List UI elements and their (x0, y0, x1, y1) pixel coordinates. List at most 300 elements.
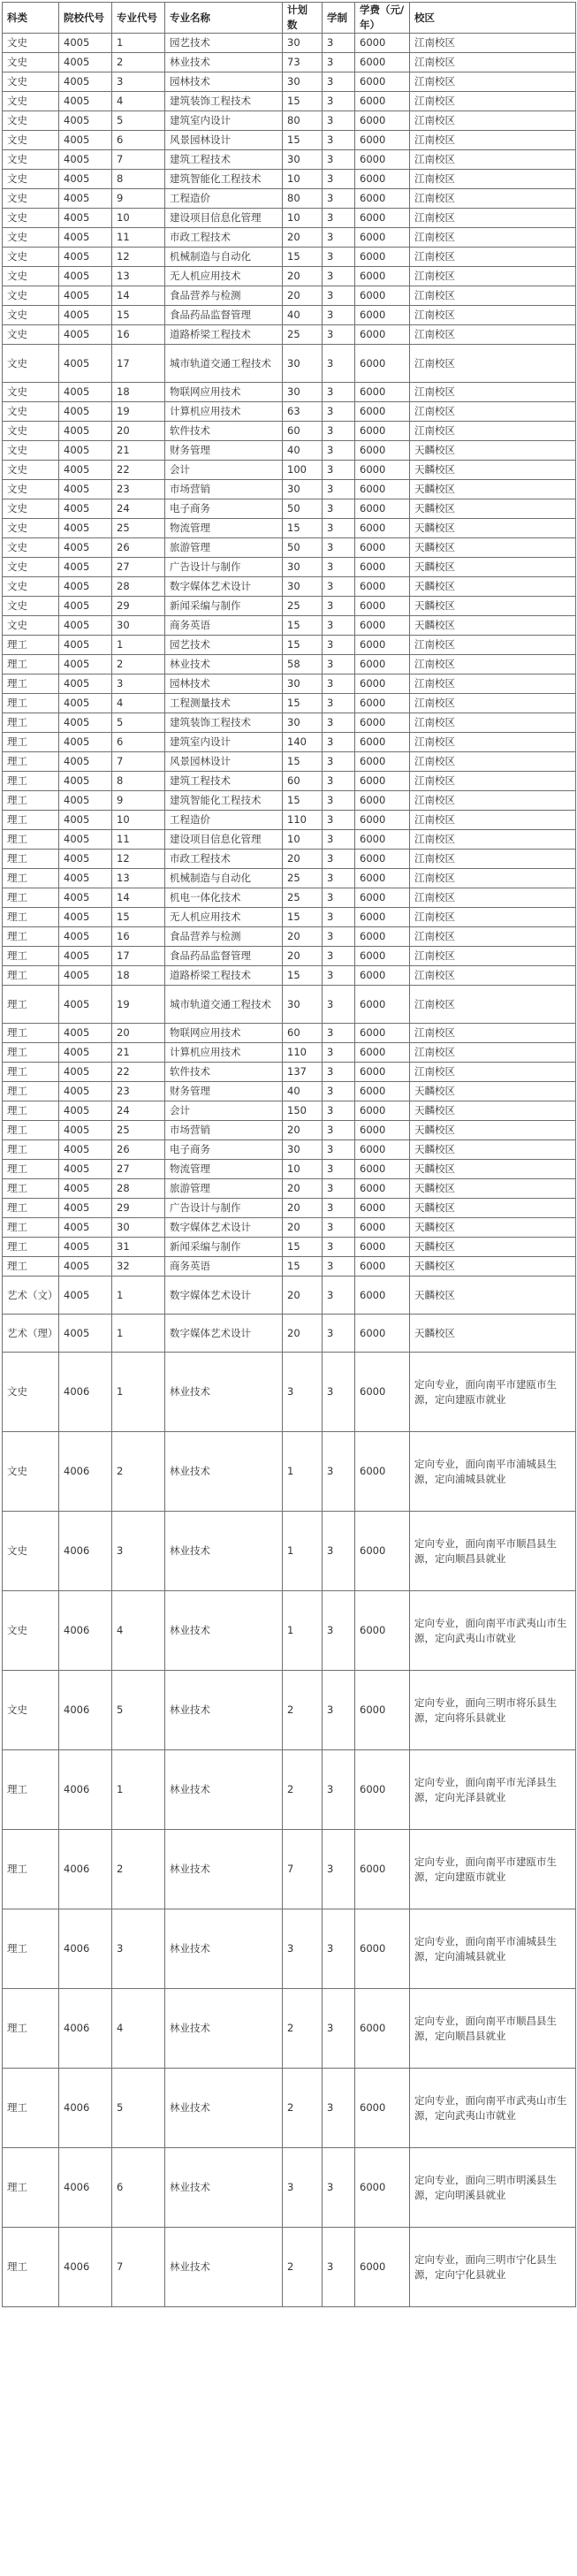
cell-tuition: 6000 (355, 947, 410, 966)
cell-duration: 3 (323, 694, 355, 713)
table-row (3, 150, 576, 170)
cell-duration: 3 (323, 111, 355, 131)
cell-campus: 江南校区 (410, 733, 576, 752)
cell-plan-count: 20 (283, 1199, 323, 1218)
cell-campus: 江南校区 (410, 131, 576, 150)
cell-plan-count: 30 (283, 383, 323, 402)
cell-school-code: 4005 (59, 248, 112, 267)
cell-duration: 3 (323, 422, 355, 441)
table-row (3, 1671, 576, 1750)
cell-major-code: 23 (112, 480, 165, 499)
cell-tuition: 6000 (355, 248, 410, 267)
cell-major-code: 11 (112, 830, 165, 850)
cell-tuition: 6000 (355, 2148, 410, 2228)
table-row (3, 811, 576, 830)
cell-category: 文史 (3, 131, 59, 150)
cell-campus: 天麟校区 (410, 1101, 576, 1121)
cell-plan-count: 2 (283, 2228, 323, 2307)
cell-plan-count: 20 (283, 1218, 323, 1238)
cell-major-code: 4 (112, 694, 165, 713)
table-row (3, 267, 576, 286)
cell-campus: 定向专业，面向南平市顺昌县生源，定向顺昌县就业 (410, 1512, 576, 1591)
cell-tuition: 6000 (355, 694, 410, 713)
cell-duration: 3 (323, 72, 355, 92)
cell-duration: 3 (323, 1277, 355, 1315)
cell-tuition: 6000 (355, 286, 410, 306)
cell-tuition: 6000 (355, 189, 410, 209)
cell-duration: 3 (323, 499, 355, 519)
cell-duration: 3 (323, 538, 355, 558)
cell-tuition: 6000 (355, 791, 410, 811)
cell-duration: 3 (323, 345, 355, 383)
table-row (3, 480, 576, 499)
cell-major-code: 12 (112, 248, 165, 267)
cell-major-name: 数字媒体艺术设计 (165, 1315, 283, 1353)
cell-major-name: 风景园林设计 (165, 752, 283, 772)
cell-major-name: 工程造价 (165, 189, 283, 209)
cell-major-code: 19 (112, 986, 165, 1024)
cell-major-code: 20 (112, 422, 165, 441)
cell-duration: 3 (323, 2069, 355, 2148)
cell-category: 理工 (3, 1160, 59, 1179)
cell-duration: 3 (323, 402, 355, 422)
table-row (3, 772, 576, 791)
cell-plan-count: 20 (283, 1179, 323, 1199)
cell-campus: 天麟校区 (410, 1140, 576, 1160)
cell-school-code: 4005 (59, 850, 112, 869)
cell-campus: 天麟校区 (410, 616, 576, 636)
cell-major-code: 25 (112, 519, 165, 538)
cell-category: 文史 (3, 111, 59, 131)
cell-category: 理工 (3, 1909, 59, 1989)
cell-school-code: 4006 (59, 1989, 112, 2069)
cell-tuition: 6000 (355, 92, 410, 111)
cell-duration: 3 (323, 325, 355, 345)
table-row (3, 325, 576, 345)
cell-duration: 3 (323, 577, 355, 597)
cell-campus: 江南校区 (410, 888, 576, 908)
cell-tuition: 6000 (355, 441, 410, 461)
cell-major-name: 林业技术 (165, 1432, 283, 1512)
cell-major-code: 4 (112, 92, 165, 111)
cell-duration: 3 (323, 170, 355, 189)
cell-campus: 江南校区 (410, 869, 576, 888)
cell-school-code: 4006 (59, 1909, 112, 1989)
cell-plan-count: 50 (283, 538, 323, 558)
cell-plan-count: 60 (283, 422, 323, 441)
cell-school-code: 4006 (59, 1591, 112, 1671)
cell-major-code: 3 (112, 1909, 165, 1989)
cell-school-code: 4005 (59, 325, 112, 345)
cell-school-code: 4005 (59, 655, 112, 674)
cell-tuition: 6000 (355, 131, 410, 150)
cell-major-name: 林业技术 (165, 53, 283, 72)
cell-duration: 3 (323, 228, 355, 248)
cell-school-code: 4005 (59, 170, 112, 189)
cell-category: 文史 (3, 170, 59, 189)
cell-plan-count: 25 (283, 869, 323, 888)
cell-major-name: 园艺技术 (165, 636, 283, 655)
cell-plan-count: 10 (283, 170, 323, 189)
cell-category: 文史 (3, 422, 59, 441)
cell-school-code: 4005 (59, 888, 112, 908)
cell-tuition: 6000 (355, 927, 410, 947)
table-row (3, 209, 576, 228)
cell-major-name: 新闻采编与制作 (165, 597, 283, 616)
cell-major-name: 林业技术 (165, 1830, 283, 1909)
cell-campus: 天麟校区 (410, 1160, 576, 1179)
table-row (3, 131, 576, 150)
cell-major-name: 新闻采编与制作 (165, 1238, 283, 1257)
cell-plan-count: 30 (283, 480, 323, 499)
cell-tuition: 6000 (355, 577, 410, 597)
cell-tuition: 6000 (355, 1671, 410, 1750)
cell-tuition: 6000 (355, 1063, 410, 1082)
cell-plan-count: 1 (283, 1432, 323, 1512)
cell-major-code: 30 (112, 1218, 165, 1238)
cell-school-code: 4005 (59, 1043, 112, 1063)
table-row (3, 947, 576, 966)
cell-major-name: 市场营销 (165, 1121, 283, 1140)
table-row (3, 538, 576, 558)
cell-duration: 3 (323, 1909, 355, 1989)
cell-major-name: 风景园林设计 (165, 131, 283, 150)
cell-duration: 3 (323, 908, 355, 927)
cell-major-code: 25 (112, 1121, 165, 1140)
cell-major-name: 城市轨道交通工程技术 (165, 345, 283, 383)
cell-school-code: 4005 (59, 694, 112, 713)
cell-major-code: 19 (112, 402, 165, 422)
cell-major-name: 建筑智能化工程技术 (165, 170, 283, 189)
cell-major-code: 23 (112, 1082, 165, 1101)
cell-major-code: 10 (112, 209, 165, 228)
cell-category: 理工 (3, 1179, 59, 1199)
cell-major-code: 8 (112, 170, 165, 189)
cell-school-code: 4005 (59, 538, 112, 558)
cell-school-code: 4005 (59, 1140, 112, 1160)
cell-school-code: 4005 (59, 189, 112, 209)
cell-school-code: 4005 (59, 1277, 112, 1315)
cell-tuition: 6000 (355, 383, 410, 402)
cell-major-code: 10 (112, 811, 165, 830)
cell-major-code: 4 (112, 1591, 165, 1671)
cell-school-code: 4005 (59, 53, 112, 72)
cell-duration: 3 (323, 1121, 355, 1140)
cell-school-code: 4005 (59, 1101, 112, 1121)
cell-major-code: 17 (112, 345, 165, 383)
cell-major-name: 广告设计与制作 (165, 558, 283, 577)
cell-school-code: 4005 (59, 480, 112, 499)
cell-major-code: 5 (112, 1671, 165, 1750)
cell-major-code: 14 (112, 888, 165, 908)
table-row (3, 345, 576, 383)
cell-major-code: 2 (112, 1432, 165, 1512)
cell-tuition: 6000 (355, 1140, 410, 1160)
cell-major-name: 物流管理 (165, 1160, 283, 1179)
table-row (3, 1024, 576, 1043)
cell-tuition: 6000 (355, 1591, 410, 1671)
cell-major-code: 11 (112, 228, 165, 248)
cell-duration: 3 (323, 986, 355, 1024)
cell-school-code: 4005 (59, 209, 112, 228)
cell-campus: 天麟校区 (410, 1121, 576, 1140)
table-header-row (3, 3, 576, 34)
cell-campus: 江南校区 (410, 189, 576, 209)
cell-major-name: 数字媒体艺术设计 (165, 577, 283, 597)
table-row (3, 189, 576, 209)
cell-category: 文史 (3, 499, 59, 519)
cell-major-code: 21 (112, 441, 165, 461)
cell-tuition: 6000 (355, 1238, 410, 1257)
cell-tuition: 6000 (355, 966, 410, 986)
cell-campus: 天麟校区 (410, 597, 576, 616)
cell-tuition: 6000 (355, 713, 410, 733)
table-row (3, 869, 576, 888)
cell-school-code: 4005 (59, 558, 112, 577)
cell-school-code: 4005 (59, 966, 112, 986)
cell-major-name: 无人机应用技术 (165, 908, 283, 927)
cell-major-code: 16 (112, 325, 165, 345)
cell-major-code: 14 (112, 286, 165, 306)
header-major-name: 专业名称 (165, 3, 283, 34)
table-row (3, 1989, 576, 2069)
cell-plan-count: 15 (283, 636, 323, 655)
cell-duration: 3 (323, 1989, 355, 2069)
cell-major-code: 12 (112, 850, 165, 869)
cell-school-code: 4006 (59, 1432, 112, 1512)
cell-plan-count: 15 (283, 752, 323, 772)
cell-major-code: 1 (112, 1277, 165, 1315)
cell-tuition: 6000 (355, 1101, 410, 1121)
cell-campus: 定向专业，面向南平市建瓯市生源，定向建瓯市就业 (410, 1353, 576, 1432)
cell-plan-count: 110 (283, 1043, 323, 1063)
cell-tuition: 6000 (355, 53, 410, 72)
cell-plan-count: 40 (283, 1082, 323, 1101)
cell-category: 理工 (3, 655, 59, 674)
cell-campus: 江南校区 (410, 111, 576, 131)
cell-campus: 天麟校区 (410, 538, 576, 558)
cell-category: 文史 (3, 92, 59, 111)
cell-tuition: 6000 (355, 345, 410, 383)
cell-duration: 3 (323, 597, 355, 616)
table-row (3, 306, 576, 325)
cell-duration: 3 (323, 713, 355, 733)
table-row (3, 1257, 576, 1277)
cell-plan-count: 20 (283, 1315, 323, 1353)
cell-campus: 定向专业，面向三明市明溪县生源，定向明溪县就业 (410, 2148, 576, 2228)
cell-category: 文史 (3, 480, 59, 499)
cell-plan-count: 20 (283, 1277, 323, 1315)
cell-duration: 3 (323, 1160, 355, 1179)
cell-major-name: 林业技术 (165, 1671, 283, 1750)
cell-duration: 3 (323, 1238, 355, 1257)
cell-school-code: 4005 (59, 772, 112, 791)
cell-major-name: 道路桥梁工程技术 (165, 966, 283, 986)
table-row (3, 616, 576, 636)
cell-campus: 江南校区 (410, 772, 576, 791)
cell-tuition: 6000 (355, 674, 410, 694)
cell-major-code: 31 (112, 1238, 165, 1257)
header-tuition: 学费（元/年） (355, 3, 410, 34)
cell-major-code: 16 (112, 927, 165, 947)
table-row (3, 1140, 576, 1160)
table-row (3, 830, 576, 850)
cell-campus: 江南校区 (410, 228, 576, 248)
cell-category: 理工 (3, 1830, 59, 1909)
cell-plan-count: 30 (283, 986, 323, 1024)
cell-tuition: 6000 (355, 986, 410, 1024)
cell-duration: 3 (323, 1024, 355, 1043)
table-row (3, 636, 576, 655)
cell-plan-count: 30 (283, 674, 323, 694)
cell-campus: 江南校区 (410, 694, 576, 713)
cell-category: 理工 (3, 2069, 59, 2148)
cell-school-code: 4005 (59, 616, 112, 636)
cell-plan-count: 15 (283, 519, 323, 538)
cell-major-name: 建筑装饰工程技术 (165, 713, 283, 733)
cell-major-name: 商务英语 (165, 1257, 283, 1277)
cell-campus: 天麟校区 (410, 1082, 576, 1101)
cell-category: 理工 (3, 1218, 59, 1238)
cell-major-name: 软件技术 (165, 422, 283, 441)
cell-campus: 江南校区 (410, 422, 576, 441)
table-row (3, 1353, 576, 1432)
cell-plan-count: 20 (283, 1121, 323, 1140)
cell-major-code: 13 (112, 267, 165, 286)
cell-plan-count: 7 (283, 1830, 323, 1909)
cell-major-code: 2 (112, 1830, 165, 1909)
cell-school-code: 4005 (59, 1160, 112, 1179)
cell-campus: 江南校区 (410, 34, 576, 53)
cell-tuition: 6000 (355, 2228, 410, 2307)
table-row (3, 850, 576, 869)
cell-plan-count: 25 (283, 597, 323, 616)
cell-school-code: 4005 (59, 908, 112, 927)
cell-major-code: 2 (112, 655, 165, 674)
cell-school-code: 4005 (59, 811, 112, 830)
cell-category: 理工 (3, 986, 59, 1024)
cell-major-name: 市场营销 (165, 480, 283, 499)
cell-major-name: 工程造价 (165, 811, 283, 830)
cell-major-name: 物流管理 (165, 519, 283, 538)
table-row (3, 597, 576, 616)
cell-campus: 天麟校区 (410, 461, 576, 480)
cell-major-name: 林业技术 (165, 655, 283, 674)
cell-tuition: 6000 (355, 1024, 410, 1043)
cell-campus: 天麟校区 (410, 577, 576, 597)
cell-major-name: 建筑工程技术 (165, 150, 283, 170)
cell-duration: 3 (323, 267, 355, 286)
cell-plan-count: 30 (283, 558, 323, 577)
cell-major-code: 21 (112, 1043, 165, 1063)
cell-school-code: 4005 (59, 92, 112, 111)
cell-major-name: 商务英语 (165, 616, 283, 636)
cell-plan-count: 20 (283, 927, 323, 947)
table-row (3, 1315, 576, 1353)
cell-tuition: 6000 (355, 888, 410, 908)
cell-major-name: 无人机应用技术 (165, 267, 283, 286)
cell-campus: 定向专业，面向南平市武夷山市生源，定向武夷山市就业 (410, 1591, 576, 1671)
cell-category: 文史 (3, 1591, 59, 1671)
cell-duration: 3 (323, 772, 355, 791)
cell-major-code: 28 (112, 1179, 165, 1199)
cell-category: 文史 (3, 538, 59, 558)
cell-duration: 3 (323, 1432, 355, 1512)
cell-category: 理工 (3, 927, 59, 947)
cell-tuition: 6000 (355, 616, 410, 636)
cell-category: 文史 (3, 616, 59, 636)
cell-major-name: 食品营养与检测 (165, 927, 283, 947)
table-row (3, 1512, 576, 1591)
header-plan-count: 计划数 (283, 3, 323, 34)
cell-school-code: 4005 (59, 150, 112, 170)
cell-plan-count: 50 (283, 499, 323, 519)
cell-category: 理工 (3, 1989, 59, 2069)
cell-major-name: 工程测量技术 (165, 694, 283, 713)
cell-tuition: 6000 (355, 1512, 410, 1591)
cell-category: 文史 (3, 150, 59, 170)
cell-plan-count: 15 (283, 92, 323, 111)
cell-school-code: 4005 (59, 1218, 112, 1238)
cell-tuition: 6000 (355, 538, 410, 558)
cell-school-code: 4005 (59, 1257, 112, 1277)
cell-campus: 江南校区 (410, 850, 576, 869)
header-category: 科类 (3, 3, 59, 34)
table-row (3, 1750, 576, 1830)
cell-plan-count: 15 (283, 131, 323, 150)
table-row (3, 752, 576, 772)
cell-plan-count: 30 (283, 34, 323, 53)
header-duration: 学制 (323, 3, 355, 34)
cell-category: 理工 (3, 1121, 59, 1140)
cell-duration: 3 (323, 519, 355, 538)
cell-major-name: 市政工程技术 (165, 228, 283, 248)
cell-campus: 定向专业，面向南平市浦城县生源，定向浦城县就业 (410, 1432, 576, 1512)
cell-school-code: 4005 (59, 947, 112, 966)
cell-campus: 江南校区 (410, 713, 576, 733)
cell-major-name: 旅游管理 (165, 538, 283, 558)
cell-major-code: 1 (112, 1315, 165, 1353)
document (2, 2, 575, 2307)
cell-duration: 3 (323, 131, 355, 150)
table-row (3, 461, 576, 480)
table-row (3, 170, 576, 189)
cell-campus: 江南校区 (410, 1024, 576, 1043)
cell-duration: 3 (323, 830, 355, 850)
cell-major-code: 29 (112, 597, 165, 616)
cell-duration: 3 (323, 53, 355, 72)
cell-category: 理工 (3, 791, 59, 811)
cell-school-code: 4005 (59, 267, 112, 286)
cell-tuition: 6000 (355, 228, 410, 248)
cell-tuition: 6000 (355, 558, 410, 577)
table-row (3, 1218, 576, 1238)
cell-category: 理工 (3, 2148, 59, 2228)
table-row (3, 72, 576, 92)
cell-school-code: 4005 (59, 752, 112, 772)
cell-duration: 3 (323, 1591, 355, 1671)
table-row (3, 2069, 576, 2148)
cell-plan-count: 20 (283, 947, 323, 966)
cell-major-code: 3 (112, 72, 165, 92)
cell-plan-count: 3 (283, 1909, 323, 1989)
cell-tuition: 6000 (355, 480, 410, 499)
cell-plan-count: 100 (283, 461, 323, 480)
cell-school-code: 4005 (59, 345, 112, 383)
cell-major-code: 3 (112, 1512, 165, 1591)
cell-tuition: 6000 (355, 908, 410, 927)
cell-category: 文史 (3, 461, 59, 480)
